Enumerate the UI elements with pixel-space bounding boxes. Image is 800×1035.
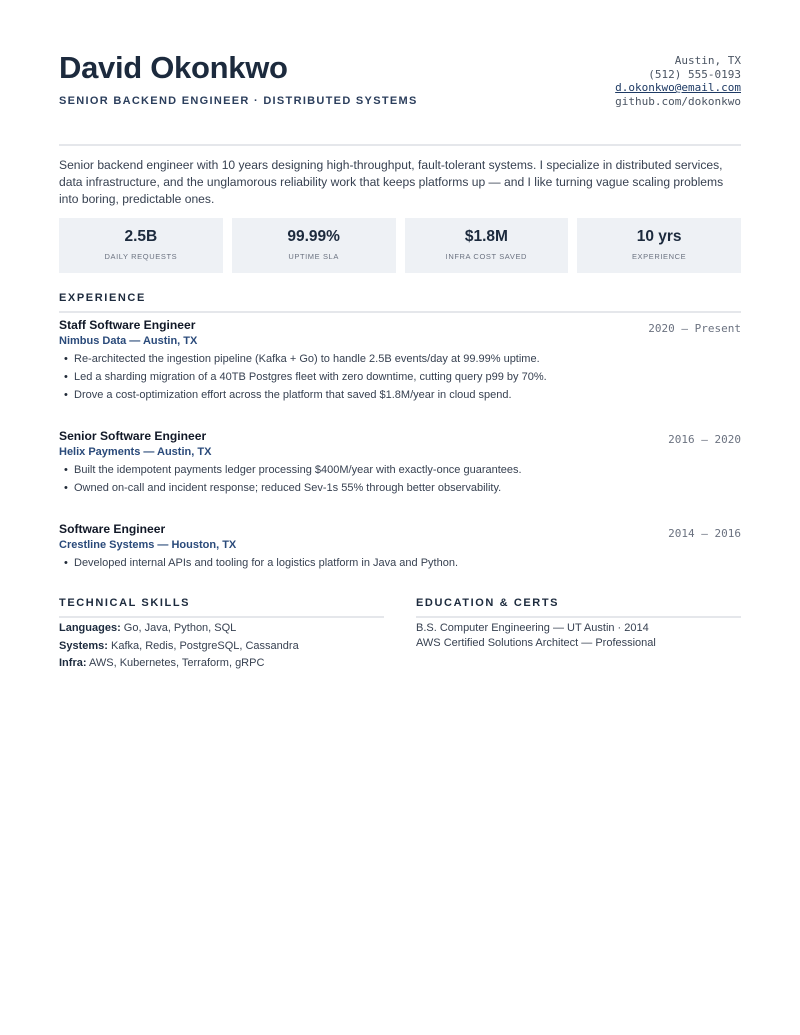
contact-block [615,54,741,108]
skills-divider [59,616,384,618]
job-dates: 2020 — Present [648,322,741,335]
contact-location: Austin, TX [674,54,741,67]
education-list [416,621,741,650]
professional-summary: Senior backend engineer with 10 years designing high-throughput, fault-tolerant systems. I specialize in distributed services, data infrastructure, and the unglamorous reliability work that keeps platforms up — and I like turning vague scaling problems into boring, predictable ones. [59,158,724,206]
job-bullets [59,350,741,404]
job-entry-nimbus [59,318,741,404]
job-entry-crestline [59,522,741,572]
skill-row [59,655,384,673]
skill-row [59,620,384,638]
experience-divider [59,311,741,313]
certification-row: AWS Certified Solutions Architect — Professional [416,636,656,649]
stat-value: 99.99% [287,228,340,245]
resume-page [59,0,741,1035]
header-divider [59,144,741,146]
job-company: Helix Payments — Austin, TX [59,446,212,458]
skill-row [59,638,384,656]
stat-card [405,218,569,273]
stat-label: DAILY REQUESTS [104,252,178,261]
stat-label: UPTIME SLA [288,252,339,261]
stat-card [59,218,223,273]
skill-label: Systems: [59,639,108,652]
candidate-name: David Okonkwo [59,50,288,85]
job-dates: 2016 — 2020 [668,433,741,446]
education-row: B.S. Computer Engineering — UT Austin · 2014 [416,622,649,634]
job-bullet: • Re-architected the ingestion pipeline (Kafka + Go) to handle 2.5B events/day at 99.99% uptime. [59,350,741,368]
skill-value: AWS, Kubernetes, Terraform, gRPC [88,657,265,669]
job-company: Crestline Systems — Houston, TX [59,539,237,551]
contact-github: github.com/dokonkwo [615,94,741,108]
job-title: Staff Software Engineer [59,318,196,332]
stat-card [232,218,396,273]
job-bullet: • Built the idempotent payments ledger processing $400M/year with exactly-once guarantees. [59,461,741,479]
stat-card [577,218,741,273]
stats-row [59,218,741,273]
job-bullets [59,461,741,497]
skill-value: Go, Java, Python, SQL [123,622,237,634]
candidate-subtitle: SENIOR BACKEND ENGINEER · DISTRIBUTED SYSTEMS [59,95,418,107]
job-bullet: • Drove a cost-optimization effort across the platform that saved $1.8M/year in cloud spend. [59,386,741,404]
job-bullet: • Developed internal APIs and tooling for a logistics platform in Java and Python. [59,554,741,572]
job-title: Senior Software Engineer [59,429,207,443]
resume-header [59,50,741,140]
stat-value: 2.5B [124,228,158,245]
skills-heading: TECHNICAL SKILLS [59,597,191,609]
stat-value: $1.8M [464,228,508,245]
stat-label: INFRA COST SAVED [445,252,528,261]
job-title: Software Engineer [59,522,166,536]
job-bullet: • Led a sharding migration of a 40TB Postgres fleet with zero downtime, cutting query p99 by 70%. [59,368,741,386]
contact-email-link[interactable]: d.okonkwo@email.com [615,81,741,94]
skill-label: Infra: [59,657,87,669]
skill-label: Languages: [59,622,121,634]
job-bullets [59,554,741,572]
education-divider [416,616,741,618]
contact-phone: (512) 555-0193 [648,67,741,81]
skills-list [59,620,384,673]
job-bullet: • Owned on-call and incident response; reduced Sev-1s 55% through better observability. [59,479,741,497]
experience-heading: EXPERIENCE [59,292,146,304]
job-entry-helix [59,429,741,497]
education-heading: EDUCATION & CERTS [416,597,560,609]
skill-value: Kafka, Redis, PostgreSQL, Cassandra [110,639,299,652]
stat-label: EXPERIENCE [631,252,687,261]
job-dates: 2014 — 2016 [668,527,741,540]
stat-value: 10 yrs [636,228,682,245]
job-company: Nimbus Data — Austin, TX [59,335,198,347]
